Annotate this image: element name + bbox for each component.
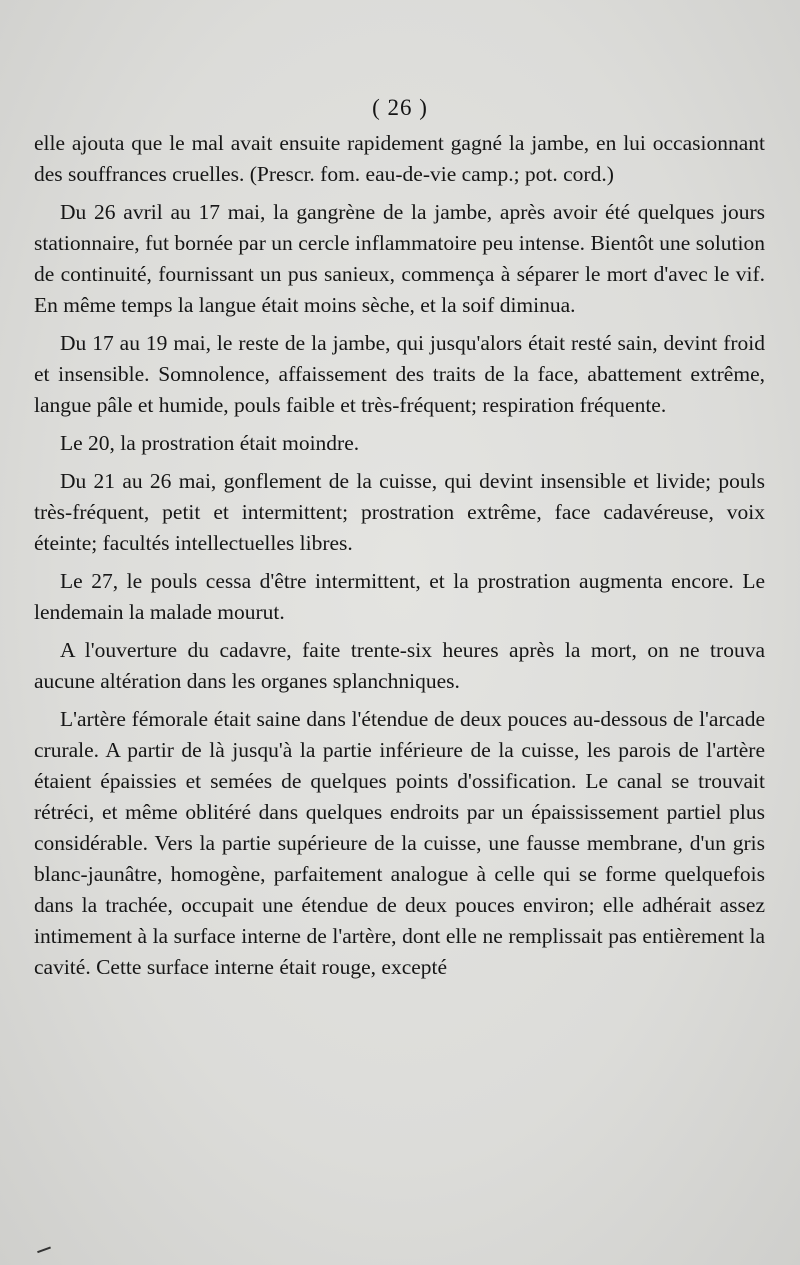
paragraph-le-20: Le 20, la prostration était moindre. bbox=[60, 431, 360, 455]
paragraph-17-19-mai: Du 17 au 19 mai, le reste de la jambe, qui jusqu'alors était resté sain, devint froid et insensible. Somnolence, affaissement des traits de la face, abattement extrême, langue pâle et humide, pouls faible et très-fréquent; respiration fréquente. bbox=[34, 331, 765, 417]
page-number: ( 26 ) bbox=[372, 95, 428, 120]
paragraph-le-27: Le 27, le pouls cessa d'être intermittent, et la prostration augmenta encore. Le lendemain la malade mourut. bbox=[34, 569, 765, 624]
ink-mark bbox=[35, 1241, 51, 1253]
paragraph-21-26-mai: Du 21 au 26 mai, gonflement de la cuisse, qui devint insensible et livide; pouls très-fréquent, petit et intermittent; prostration extrême, face cadavéreuse, voix éteinte; facultés intellectuelles libres. bbox=[34, 469, 765, 555]
body-text bbox=[34, 128, 765, 990]
paragraph-autopsy: A l'ouverture du cadavre, faite trente-six heures après la mort, on ne trouva aucune altération dans les organes splanchniques. bbox=[34, 638, 765, 693]
paragraph-gangrene-progress: Du 26 avril au 17 mai, la gangrène de la jambe, après avoir été quelques jours stationnaire, fut bornée par un cercle inflammatoire peu intense. Bientôt une solution de continuité, fournissant un pus sanieux, commença à séparer le mort d'avec le vif. En même temps la langue était moins sèche, et la soif diminua. bbox=[34, 200, 765, 317]
paragraph-continuation: elle ajouta que le mal avait ensuite rapidement gagné la jambe, en lui occasionnant des souffrances cruelles. (Prescr. fom. eau-de-vie camp.; pot. cord.) bbox=[34, 131, 765, 186]
paragraph-femoral-artery: L'artère fémorale était saine dans l'étendue de deux pouces au-dessous de l'arcade crurale. A partir de là jusqu'à la partie inférieure de la cuisse, les parois de l'artère étaient épaissies et semées de quelques points d'ossification. Le canal se trouvait rétréci, et même oblitéré dans quelques endroits par un épaississement partiel plus considérable. Vers la partie supérieure de la cuisse, une fausse membrane, d'un gris blanc-jaunâtre, homogène, parfaitement analogue à celle qui se forme quelquefois dans la trachée, occupait une étendue de deux pouces environ; elle adhérait assez intimement à la surface interne de l'artère, dont elle ne remplissait pas entièrement la cavité. Cette surface interne était rouge, excepté bbox=[34, 707, 765, 979]
